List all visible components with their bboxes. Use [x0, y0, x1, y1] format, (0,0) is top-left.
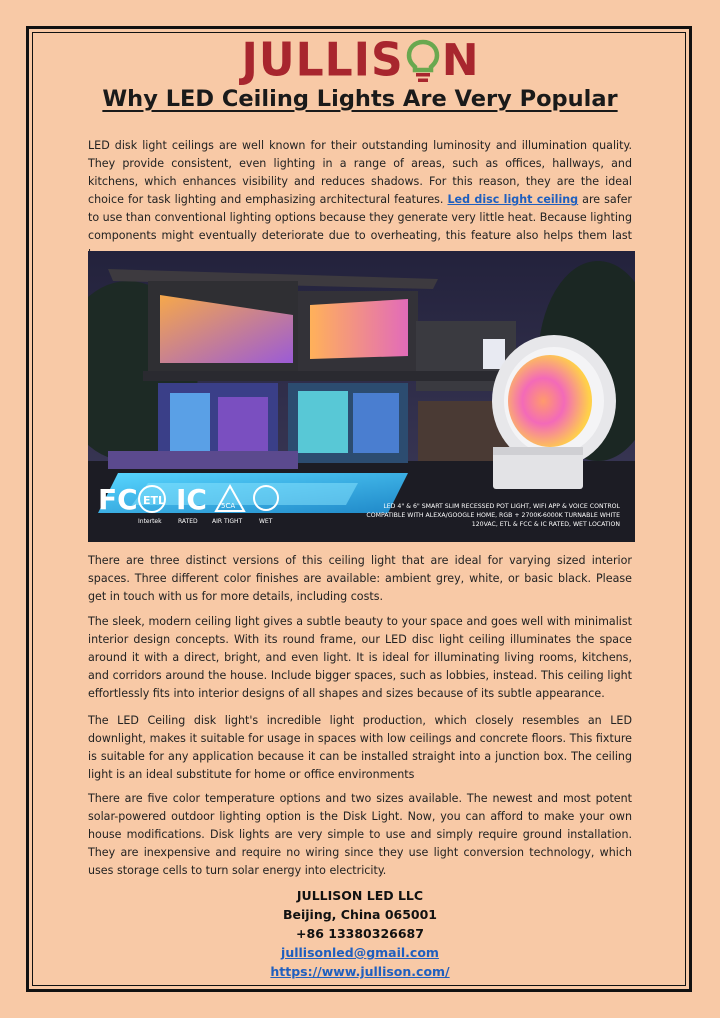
led-disc-light-ceiling-link[interactable]: Led disc light ceiling [447, 193, 579, 207]
logo-text-right: N [441, 35, 479, 86]
cert-airtight: 5CA [221, 502, 236, 510]
cert-caption-wet: WET [259, 518, 273, 525]
contact-block [0, 886, 720, 981]
intro-text-before: LED disk light ceilings are well known for their outstanding luminosity and illumination quality. They provide consistent, even lighting in a range of areas, such as offices, hallways, and kitchens, which enhances visibility and reduces shadows. For this reason, they are the ideal choice for task lighting and emphasizing architectural features. [88, 139, 632, 207]
cert-fc: FC [98, 483, 138, 516]
brand-logo[interactable] [0, 33, 720, 88]
body-paragraph-3: The LED Ceiling disk light's incredible light production, which closely resembles an LED downlight, makes it suitable for usage in spaces with low ceilings and concrete floors. This fixture is suitable for any application because it can be installed straight into a junction box. The ceiling light is an ideal substitute for home or office environments [88, 714, 632, 782]
cert-etl: ETL [143, 494, 166, 507]
body-paragraph-1: There are three distinct versions of this ceiling light that are ideal for varying sized interior spaces. Three different color finishes are available: ambient grey, white, or basic black. Please get in touch with us for more details, including costs. [88, 554, 632, 604]
email-link[interactable]: jullisonled@gmail.com [281, 945, 439, 960]
cert-caption-rated: RATED [178, 518, 198, 525]
cert-caption-airtight: AIR TIGHT [212, 518, 243, 525]
body-paragraph-2: The sleek, modern ceiling light gives a subtle beauty to your space and goes well with minimalist interior design concepts. With its round frame, our LED disc light ceiling illuminates the space around it with a direct, bright, and even light. It is ideal for illuminating living rooms, kitchens, and corridors around the house. Include bigger spaces, such as lobbies, instead. This ceiling light effortlessly fits into interior designs of all shapes and sizes because of its subtle appearance. [88, 615, 632, 701]
website-link[interactable]: https://www.jullison.com/ [270, 964, 450, 979]
intro-text-after: are safer to use than conventional lighting options because they generate very little heat. Because lighting components might eventually deteriorate due to overheating, this feature also helps them last [88, 193, 632, 243]
cert-caption-intertek: Intertek [138, 518, 162, 525]
company-phone: +86 13380326687 [296, 926, 424, 941]
hero-image [88, 251, 635, 542]
intro-paragraph [88, 137, 632, 264]
caption-line-1: LED 4" & 6" SMART SLIM RECESSED POT LIGHT, WIFI APP & VOICE CONTROL [383, 503, 620, 510]
company-name: JULLISON LED LLC [296, 888, 424, 903]
page-title: Why LED Ceiling Lights Are Very Popular [102, 86, 618, 112]
house-night-photo [88, 251, 635, 542]
lightbulb-icon [406, 39, 440, 83]
body-paragraph-4: There are five color temperature options and two sizes available. The newest and most potent solar-powered outdoor lighting option is the Disk Light. Now, you can afford to make your own house modifications. Disk lights are very simple to use and simply require ground installation. They are inexpensive and require no wiring since they use light conversion technology, which uses storage cells to turn solar energy into electricity. [88, 792, 632, 878]
company-address: Beijing, China 065001 [282, 907, 438, 922]
cert-ic: IC [176, 483, 207, 516]
caption-line-3: 120VAC, ETL & FCC & IC RATED, WET LOCATION [471, 521, 620, 528]
caption-line-2: COMPATIBLE WITH ALEXA/GOOGLE HOME, RGB + 2700K-6000K TURNABLE WHITE [366, 512, 620, 519]
logo-text-left: JULLIS [241, 33, 404, 88]
